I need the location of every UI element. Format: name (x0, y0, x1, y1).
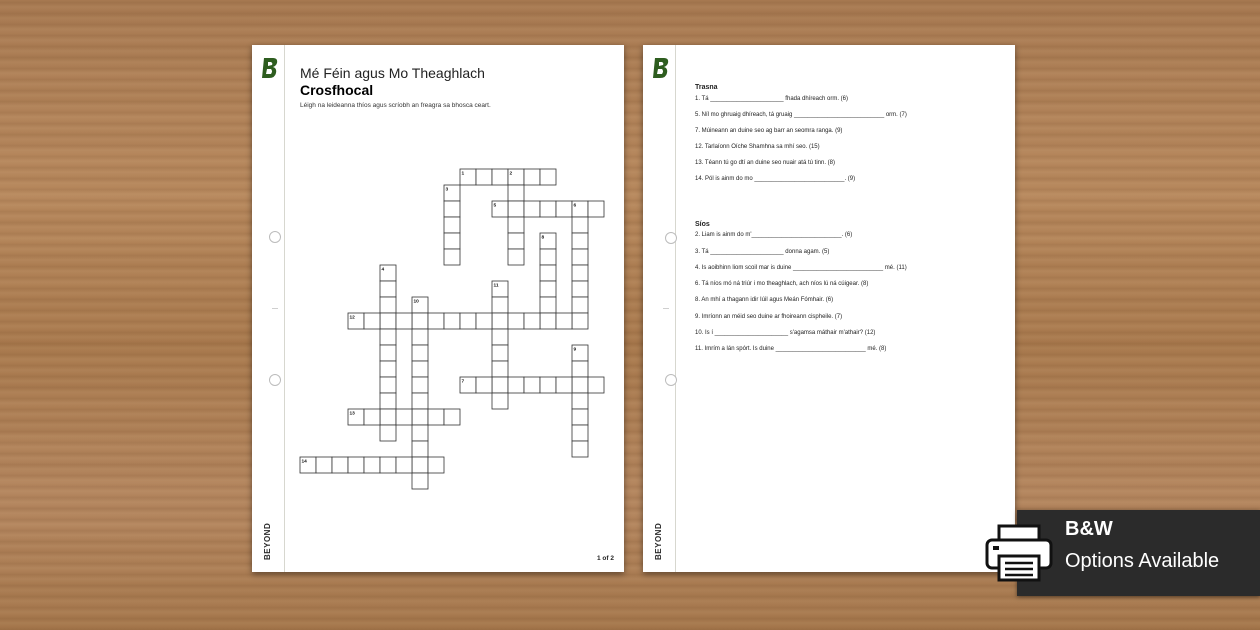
clue-number: 7 (461, 379, 465, 385)
crossword-cell (540, 201, 556, 217)
crossword-cell (444, 409, 460, 425)
crossword-cell (332, 457, 348, 473)
crossword-cell (572, 313, 588, 329)
crossword-cell (428, 313, 444, 329)
clue-number: 1 (461, 171, 465, 177)
crossword-cell (572, 393, 588, 409)
crossword-cell (428, 457, 444, 473)
crossword-cell (380, 345, 396, 361)
badge-title: B&W (1065, 518, 1113, 540)
fold-mark (663, 308, 669, 309)
clue-down: 10. Is í ______________________ s'agamsa máthair m'athair? (12) (695, 330, 876, 336)
crossword-cell (444, 201, 460, 217)
clue-down: 3. Tá ______________________ donna agam. (5) (695, 249, 830, 255)
crossword-cell (412, 345, 428, 361)
binder-hole (665, 232, 677, 244)
crossword-cell (572, 441, 588, 457)
crossword-cell (412, 361, 428, 377)
clue-across: 13. Téann tú go dtí an duine seo nuair atá tú tinn. (8) (695, 160, 835, 166)
clue-number: 6 (573, 203, 577, 209)
crossword-cell (572, 361, 588, 377)
crossword-cell (540, 249, 556, 265)
crossword-cell (396, 457, 412, 473)
clue-number: 8 (541, 235, 545, 241)
crossword-cell (508, 201, 524, 217)
crossword-cell (412, 457, 428, 473)
crossword-cell (476, 377, 492, 393)
page-title: Mé Féin agus Mo Theaghlach (300, 65, 485, 81)
clue-across: 1. Tá ______________________ fhada dhíreach orm. (6) (695, 96, 849, 102)
crossword-cell (540, 265, 556, 281)
crossword-cell (380, 297, 396, 313)
crossword-cell (540, 377, 556, 393)
clue-down: 4. Is aoibhinn liom scoil mar is duine ___________________________ mé. (11) (695, 265, 907, 271)
crossword-cell (492, 345, 508, 361)
crossword-cell (476, 169, 492, 185)
clue-across: 12. Tarlaíonn Oíche Shamhna sa mhí seo. (15) (695, 144, 820, 150)
crossword-cell (572, 409, 588, 425)
crossword-cell (588, 377, 604, 393)
crossword-cell (364, 313, 380, 329)
crossword-cell (380, 377, 396, 393)
bw-options-badge (1017, 510, 1260, 596)
crossword-cell (380, 361, 396, 377)
crossword-cell (572, 297, 588, 313)
clue-across: 5. Níl mo ghruaig dhíreach, tá gruaig ___________________________ orm. (7) (695, 112, 907, 118)
binder-hole (665, 374, 677, 386)
crossword-cell (540, 281, 556, 297)
clue-number: 2 (509, 171, 513, 177)
crossword-cell (364, 409, 380, 425)
instructions: Léigh na leideanna thíos agus scríobh an freagra sa bhosca ceart. (300, 102, 491, 109)
crossword-cell (412, 313, 428, 329)
crossword-cell (492, 361, 508, 377)
crossword-cell (556, 201, 572, 217)
crossword-cell (380, 425, 396, 441)
beyond-logo-icon (652, 57, 670, 79)
badge-subtitle: Options Available (1065, 550, 1220, 572)
crossword-cell (524, 201, 540, 217)
crossword-cell (540, 297, 556, 313)
crossword-cell (492, 169, 508, 185)
clue-down: 2. Liam is ainm do m'___________________________. (6) (695, 232, 853, 238)
page-subtitle: Crosfhocal (300, 82, 374, 98)
printer-icon (985, 524, 1053, 582)
clue-number: 11 (493, 283, 499, 289)
page-number: 1 of 2 (597, 555, 614, 562)
crossword-cell (508, 313, 524, 329)
crossword-cell (380, 329, 396, 345)
clue-down: 6. Tá níos mó ná triúr i mo theaghlach, ach níos lú ná cúigear. (8) (695, 281, 869, 287)
clue-number: 10 (413, 299, 419, 305)
clue-number: 4 (381, 267, 385, 273)
crossword-cell (508, 377, 524, 393)
crossword-cell (572, 425, 588, 441)
clue-number: 12 (349, 315, 355, 321)
crossword-cell (524, 377, 540, 393)
crossword-cell (492, 377, 508, 393)
crossword-cell (380, 409, 396, 425)
crossword-cell (492, 393, 508, 409)
crossword-cell (588, 201, 604, 217)
crossword-cell (540, 169, 556, 185)
crossword-cell (412, 425, 428, 441)
brand-label: BEYOND (654, 522, 663, 560)
clue-across: 7. Múineann an duine seo ag barr an seomra ranga. (9) (695, 128, 843, 134)
crossword-cell (572, 217, 588, 233)
crossword-cell (476, 313, 492, 329)
crossword-cell (428, 409, 444, 425)
crossword-cell (556, 377, 572, 393)
clue-down: 9. Imríonn an méid seo duine ar fhoireann cispheile. (7) (695, 314, 843, 320)
clue-number: 9 (573, 347, 577, 353)
clue-down: 11. Imrím a lán spórt. Is duine ___________________________ mé. (8) (695, 346, 887, 352)
crossword-cell (316, 457, 332, 473)
crossword-cell (572, 377, 588, 393)
crossword-cell (444, 233, 460, 249)
brand-label: BEYOND (263, 522, 272, 560)
crossword-cell (572, 249, 588, 265)
crossword-cell (540, 313, 556, 329)
crossword-cell (492, 329, 508, 345)
crossword-cell (380, 281, 396, 297)
crossword-cell (444, 217, 460, 233)
crossword-cell (412, 393, 428, 409)
crossword-cell (364, 457, 380, 473)
crossword-cell (380, 457, 396, 473)
crossword-cell (380, 313, 396, 329)
crossword-cell (444, 313, 460, 329)
crossword-cell (508, 185, 524, 201)
clue-number: 3 (445, 187, 449, 193)
crossword-cell (508, 233, 524, 249)
crossword-cell (412, 441, 428, 457)
crossword-cell (380, 393, 396, 409)
crossword-cell (556, 313, 572, 329)
clue-across: 14. Pól is ainm do mo ___________________________. (9) (695, 176, 856, 182)
crossword-cell (524, 313, 540, 329)
crossword-cell (492, 297, 508, 313)
crossword-cell (508, 217, 524, 233)
crossword-cell (572, 233, 588, 249)
crossword-grid (252, 45, 624, 572)
crossword-cell (572, 281, 588, 297)
clue-number: 14 (301, 459, 307, 465)
across-heading: Trasna (695, 84, 718, 91)
worksheet-page-1 (252, 45, 624, 572)
crossword-cell (508, 249, 524, 265)
crossword-cell (412, 329, 428, 345)
crossword-cell (444, 249, 460, 265)
crossword-cell (524, 169, 540, 185)
clue-down: 8. An mhí a thagann idir Iúil agus Meán Fómhair. (6) (695, 297, 834, 303)
crossword-cell (492, 313, 508, 329)
clue-number: 13 (349, 411, 355, 417)
crossword-cell (572, 265, 588, 281)
margin-line (675, 45, 676, 572)
down-heading: Síos (695, 221, 710, 228)
crossword-cell (412, 377, 428, 393)
crossword-cell (460, 313, 476, 329)
clue-number: 5 (493, 203, 497, 209)
crossword-cell (348, 457, 364, 473)
crossword-cell (412, 473, 428, 489)
crossword-cell (396, 409, 412, 425)
worksheet-page-2 (643, 45, 1015, 572)
crossword-cell (396, 313, 412, 329)
crossword-cell (412, 409, 428, 425)
